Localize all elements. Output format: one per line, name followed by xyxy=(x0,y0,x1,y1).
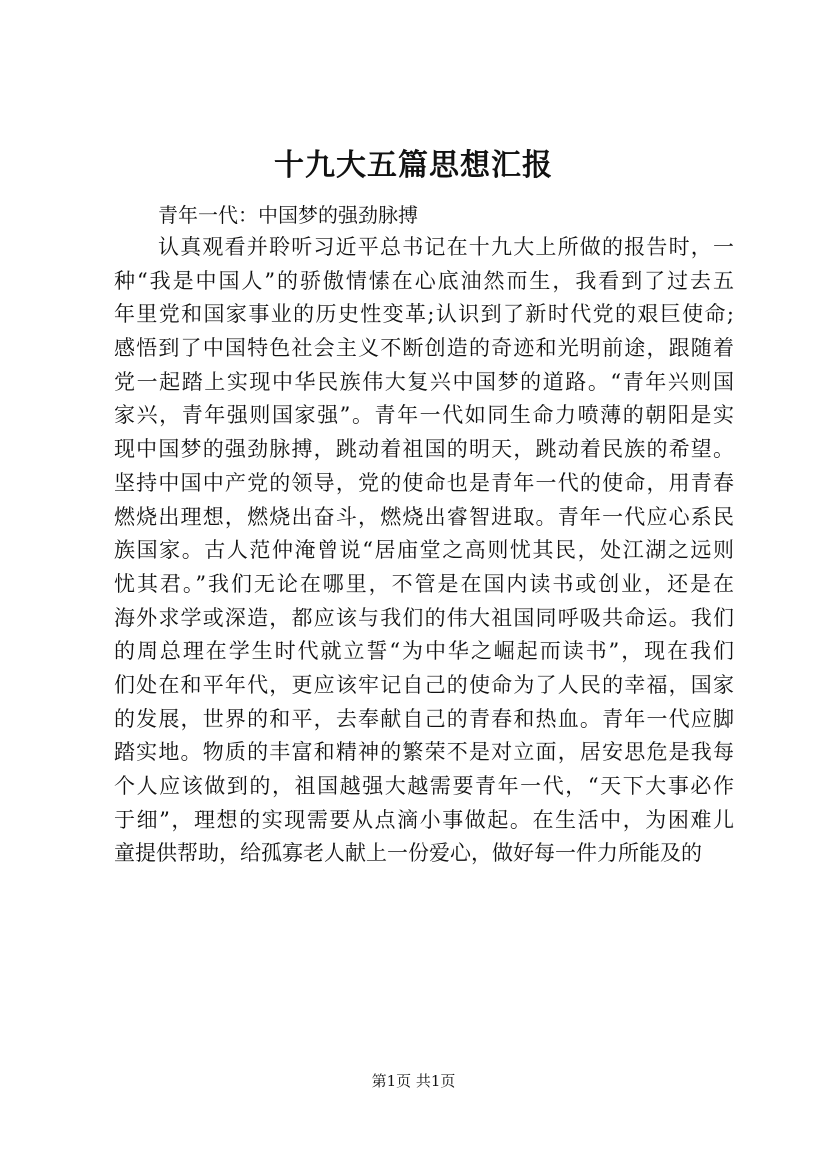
paragraph-line: 认真观看并聆听习近平总书记在十九大上所做的报告时，一 xyxy=(158,235,734,259)
paragraph-line: 坚持中国中产党的领导，党的使命也是青年一代的使命，用青春 xyxy=(114,470,734,495)
paragraph-line: 家兴，青年强则国家强”。青年一代如同生命力喷薄的朝阳是实 xyxy=(114,403,734,428)
paragraph-line: 党一起踏上实现中华民族伟大复兴中国梦的道路。“青年兴则国 xyxy=(114,369,734,394)
paragraph-line: 忧其君。”我们无论在哪里，不管是在国内读书或创业，还是在 xyxy=(114,571,734,596)
paragraph-line: 年里党和国家事业的历史性变革;认识到了新时代党的艰巨使命; xyxy=(114,302,734,327)
paragraph-line: 踏实地。物质的丰富和精神的繁荣不是对立面，居安思危是我每 xyxy=(114,740,734,765)
document-body xyxy=(114,231,734,871)
paragraph-line: 个人应该做到的，祖国越强大越需要青年一代，“天下大事必作 xyxy=(114,774,734,798)
paragraph-line: 感悟到了中国特色社会主义不断创造的奇迹和光明前途，跟随着 xyxy=(114,336,734,361)
paragraph-line: 现中国梦的强劲脉搏，跳动着祖国的明天，跳动着民族的希望。 xyxy=(114,437,734,462)
paragraph-line: 族国家。古人范仲淹曾说“居庙堂之高则忧其民，处江湖之远则 xyxy=(114,538,734,563)
paragraph-line: 们处在和平年代，更应该牢记自己的使命为了人民的幸福，国家 xyxy=(114,672,734,697)
paragraph-line: 于细”，理想的实现需要从点滴小事做起。在生活中，为困难儿 xyxy=(114,807,734,832)
paragraph-line: 的周总理在学生时代就立誓“为中华之崛起而读书”，现在我们 xyxy=(114,639,734,664)
paragraph-line: 的发展，世界的和平，去奉献自己的青春和热血。青年一代应脚 xyxy=(114,706,734,731)
document-title: 十九大五篇思想汇报 xyxy=(274,148,553,183)
document-subtitle: 青年一代：中国梦的强劲脉搏 xyxy=(158,203,418,227)
paragraph-line: 童提供帮助，给孤寡老人献上一份爱心，做好每一件力所能及的 xyxy=(114,841,702,866)
paragraph-line: 燃烧出理想，燃烧出奋斗，燃烧出睿智进取。青年一代应心系民 xyxy=(114,504,734,529)
page-footer: 第1页 共1页 xyxy=(371,1072,456,1090)
paragraph-line: 海外求学或深造，都应该与我们的伟大祖国同呼吸共命运。我们 xyxy=(114,605,734,630)
paragraph-line: 种“我是中国人”的骄傲情愫在心底油然而生，我看到了过去五 xyxy=(114,268,734,293)
